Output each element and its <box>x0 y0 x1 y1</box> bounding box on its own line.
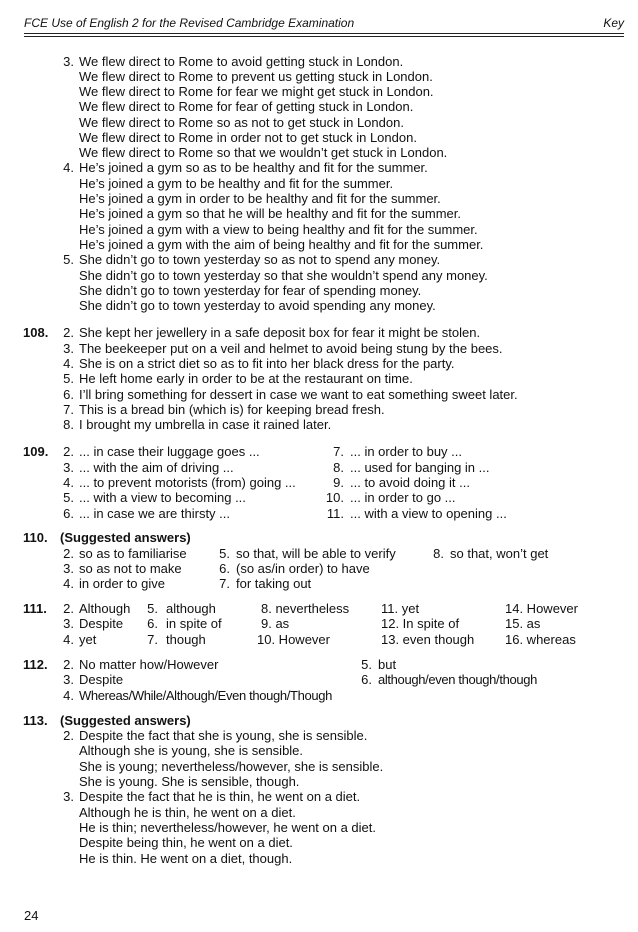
answer-line: He’s joined a gym so as to be healthy and fit for the summer. <box>79 160 428 175</box>
answer-line: ... with a view to opening ... <box>350 506 507 521</box>
answer-line: ... to prevent motorists (from) going ... <box>79 475 296 490</box>
answer-word: Despite <box>79 616 124 631</box>
item-number: 6. <box>361 672 372 687</box>
answer-line: ... with a view to becoming ... <box>79 490 246 505</box>
answer-line: in order to give <box>79 576 165 591</box>
answer-line: He’s joined a gym with the aim of being healthy and fit for the summer. <box>79 237 484 252</box>
exercise-number: 108. <box>23 325 49 340</box>
item-number: 3. <box>63 341 74 356</box>
answer-line: He left home early in order to be at the restaurant on time. <box>79 371 413 386</box>
answer-word: in spite of <box>166 616 222 631</box>
item-number: 6. <box>63 387 74 402</box>
item-number: 11. <box>326 506 344 521</box>
item-number: 2. <box>63 601 74 616</box>
item-number: 5. <box>63 252 74 267</box>
item-number: 9. <box>333 475 344 490</box>
answer-line: She didn’t go to town yesterday for fear of spending money. <box>79 283 422 298</box>
answer-word: Although <box>79 601 131 616</box>
answer-line: Despite being thin, he went on a diet. <box>79 835 293 850</box>
item-number: 6. <box>63 506 74 521</box>
item-number: 2. <box>63 657 74 672</box>
answer-word: 10. However <box>257 632 330 647</box>
header-rule-thin <box>24 36 624 37</box>
item-number: 5. <box>63 490 74 505</box>
item-number: 5. <box>147 601 158 616</box>
item-number: 7. <box>63 402 74 417</box>
answer-line: Whereas/While/Although/Even though/Though <box>79 688 333 703</box>
answer-line: She didn’t go to town yesterday to avoid spending any money. <box>79 298 436 313</box>
answer-line: ... in order to go ... <box>350 490 456 505</box>
answer-line: She didn’t go to town yesterday so as not to spend any money. <box>79 252 441 267</box>
item-number: 5. <box>219 546 230 561</box>
exercise-number: 111. <box>23 601 47 616</box>
item-number: 4. <box>63 576 74 591</box>
answer-line: Despite the fact that he is thin, he went on a diet. <box>79 789 361 804</box>
answer-line: We flew direct to Rome so that we wouldn’t get stuck in London. <box>79 145 448 160</box>
answer-line: She is young; nevertheless/however, she is sensible. <box>79 759 384 774</box>
answer-line: so as to familiarise <box>79 546 187 561</box>
answer-word: 16. whereas <box>505 632 576 647</box>
answer-line: We flew direct to Rome for fear of getting stuck in London. <box>79 99 414 114</box>
item-number: 8. <box>63 417 74 432</box>
item-number: 4. <box>63 475 74 490</box>
answer-line: She is young. She is sensible, though. <box>79 774 300 789</box>
answer-line: ... in case we are thirsty ... <box>79 506 230 521</box>
answer-line: She didn’t go to town yesterday so that she wouldn’t spend any money. <box>79 268 488 283</box>
answer-line: He is thin. He went on a diet, though. <box>79 851 293 866</box>
answer-line: ... with the aim of driving ... <box>79 460 234 475</box>
exercise-number: 112. <box>23 657 48 672</box>
answer-line: for taking out <box>236 576 312 591</box>
answer-line: although/even though/though <box>378 672 537 687</box>
item-number: 3. <box>63 460 74 475</box>
exercise-number: 109. <box>23 444 49 459</box>
book-title: FCE Use of English 2 for the Revised Cambridge Examination <box>24 16 355 30</box>
answer-word: although <box>166 601 216 616</box>
answer-line: so as not to make <box>79 561 182 576</box>
page-number: 24 <box>24 908 39 923</box>
answer-word: yet <box>79 632 97 647</box>
answer-line: so that, will be able to verify <box>236 546 396 561</box>
answer-line: I’ll bring something for dessert in case we want to eat something sweet later. <box>79 387 518 402</box>
item-number: 2. <box>63 444 74 459</box>
item-number: 3. <box>63 54 74 69</box>
answer-word: 15. as <box>505 616 541 631</box>
exercise-number: 113. <box>23 713 48 728</box>
answer-line: We flew direct to Rome so as not to get stuck in London. <box>79 115 404 130</box>
answer-line: No matter how/However <box>79 657 219 672</box>
item-number: 6. <box>147 616 158 631</box>
answer-line: He’s joined a gym so that he will be healthy and fit for the summer. <box>79 206 462 221</box>
answer-line: so that, won’t get <box>450 546 549 561</box>
answer-word: 9. as <box>261 616 290 631</box>
item-number: 4. <box>63 632 74 647</box>
item-number: 3. <box>63 616 74 631</box>
answer-line: ... in case their luggage goes ... <box>79 444 260 459</box>
answer-line: Despite <box>79 672 124 687</box>
answer-word: 8. nevertheless <box>261 601 350 616</box>
item-number: 4. <box>63 160 74 175</box>
item-number: 5. <box>361 657 372 672</box>
item-number: 5. <box>63 371 74 386</box>
answer-line: She is on a strict diet so as to fit into her black dress for the party. <box>79 356 455 371</box>
section-subtitle: (Suggested answers) <box>60 713 191 728</box>
item-number: 2. <box>63 325 74 340</box>
answer-line: We flew direct to Rome for fear we might get stuck in London. <box>79 84 434 99</box>
answer-line: We flew direct to Rome in order not to get stuck in London. <box>79 130 417 145</box>
item-number: 7. <box>333 444 344 459</box>
answer-line: We flew direct to Rome to prevent us getting stuck in London. <box>79 69 433 84</box>
section-subtitle: (Suggested answers) <box>60 530 191 545</box>
answer-word: 13. even though <box>381 632 475 647</box>
item-number: 8. <box>333 460 344 475</box>
item-number: 2. <box>63 728 74 743</box>
answer-line: He’s joined a gym to be healthy and fit for the summer. <box>79 176 394 191</box>
answer-line: Despite the fact that she is young, she is sensible. <box>79 728 368 743</box>
answer-line: The beekeeper put on a veil and helmet to avoid being stung by the bees. <box>79 341 503 356</box>
answer-line: (so as/in order) to have <box>236 561 370 576</box>
answer-line: ... to avoid doing it ... <box>350 475 470 490</box>
item-number: 4. <box>63 688 74 703</box>
answer-word: 12. In spite of <box>381 616 460 631</box>
item-number: 3. <box>63 561 74 576</box>
item-number: 8. <box>433 546 444 561</box>
answer-line: He’s joined a gym in order to be healthy and fit for the summer. <box>79 191 441 206</box>
answer-line: We flew direct to Rome to avoid getting stuck in London. <box>79 54 404 69</box>
section-label: Key <box>603 16 624 30</box>
answer-line: She kept her jewellery in a safe deposit box for fear it might be stolen. <box>79 325 481 340</box>
item-number: 6. <box>219 561 230 576</box>
answer-line: Although he is thin, he went on a diet. <box>79 805 296 820</box>
answer-line: This is a bread bin (which is) for keeping bread fresh. <box>79 402 385 417</box>
header-rule <box>24 33 624 34</box>
answer-line: I brought my umbrella in case it rained later. <box>79 417 332 432</box>
item-number: 2. <box>63 546 74 561</box>
answer-line: ... used for banging in ... <box>350 460 490 475</box>
item-number: 3. <box>63 789 74 804</box>
answer-line: Although she is young, she is sensible. <box>79 743 304 758</box>
answer-line: but <box>378 657 397 672</box>
answer-word: though <box>166 632 206 647</box>
item-number: 10. <box>325 490 344 505</box>
answer-word: 11. yet <box>381 601 420 616</box>
answer-line: He’s joined a gym with a view to being healthy and fit for the summer. <box>79 222 478 237</box>
item-number: 4. <box>63 356 74 371</box>
item-number: 3. <box>63 672 74 687</box>
item-number: 7. <box>147 632 158 647</box>
answer-line: He is thin; nevertheless/however, he went on a diet. <box>79 820 377 835</box>
exercise-number: 110. <box>23 530 48 545</box>
answer-word: 14. However <box>505 601 578 616</box>
item-number: 7. <box>219 576 230 591</box>
answer-line: ... in order to buy ... <box>350 444 462 459</box>
